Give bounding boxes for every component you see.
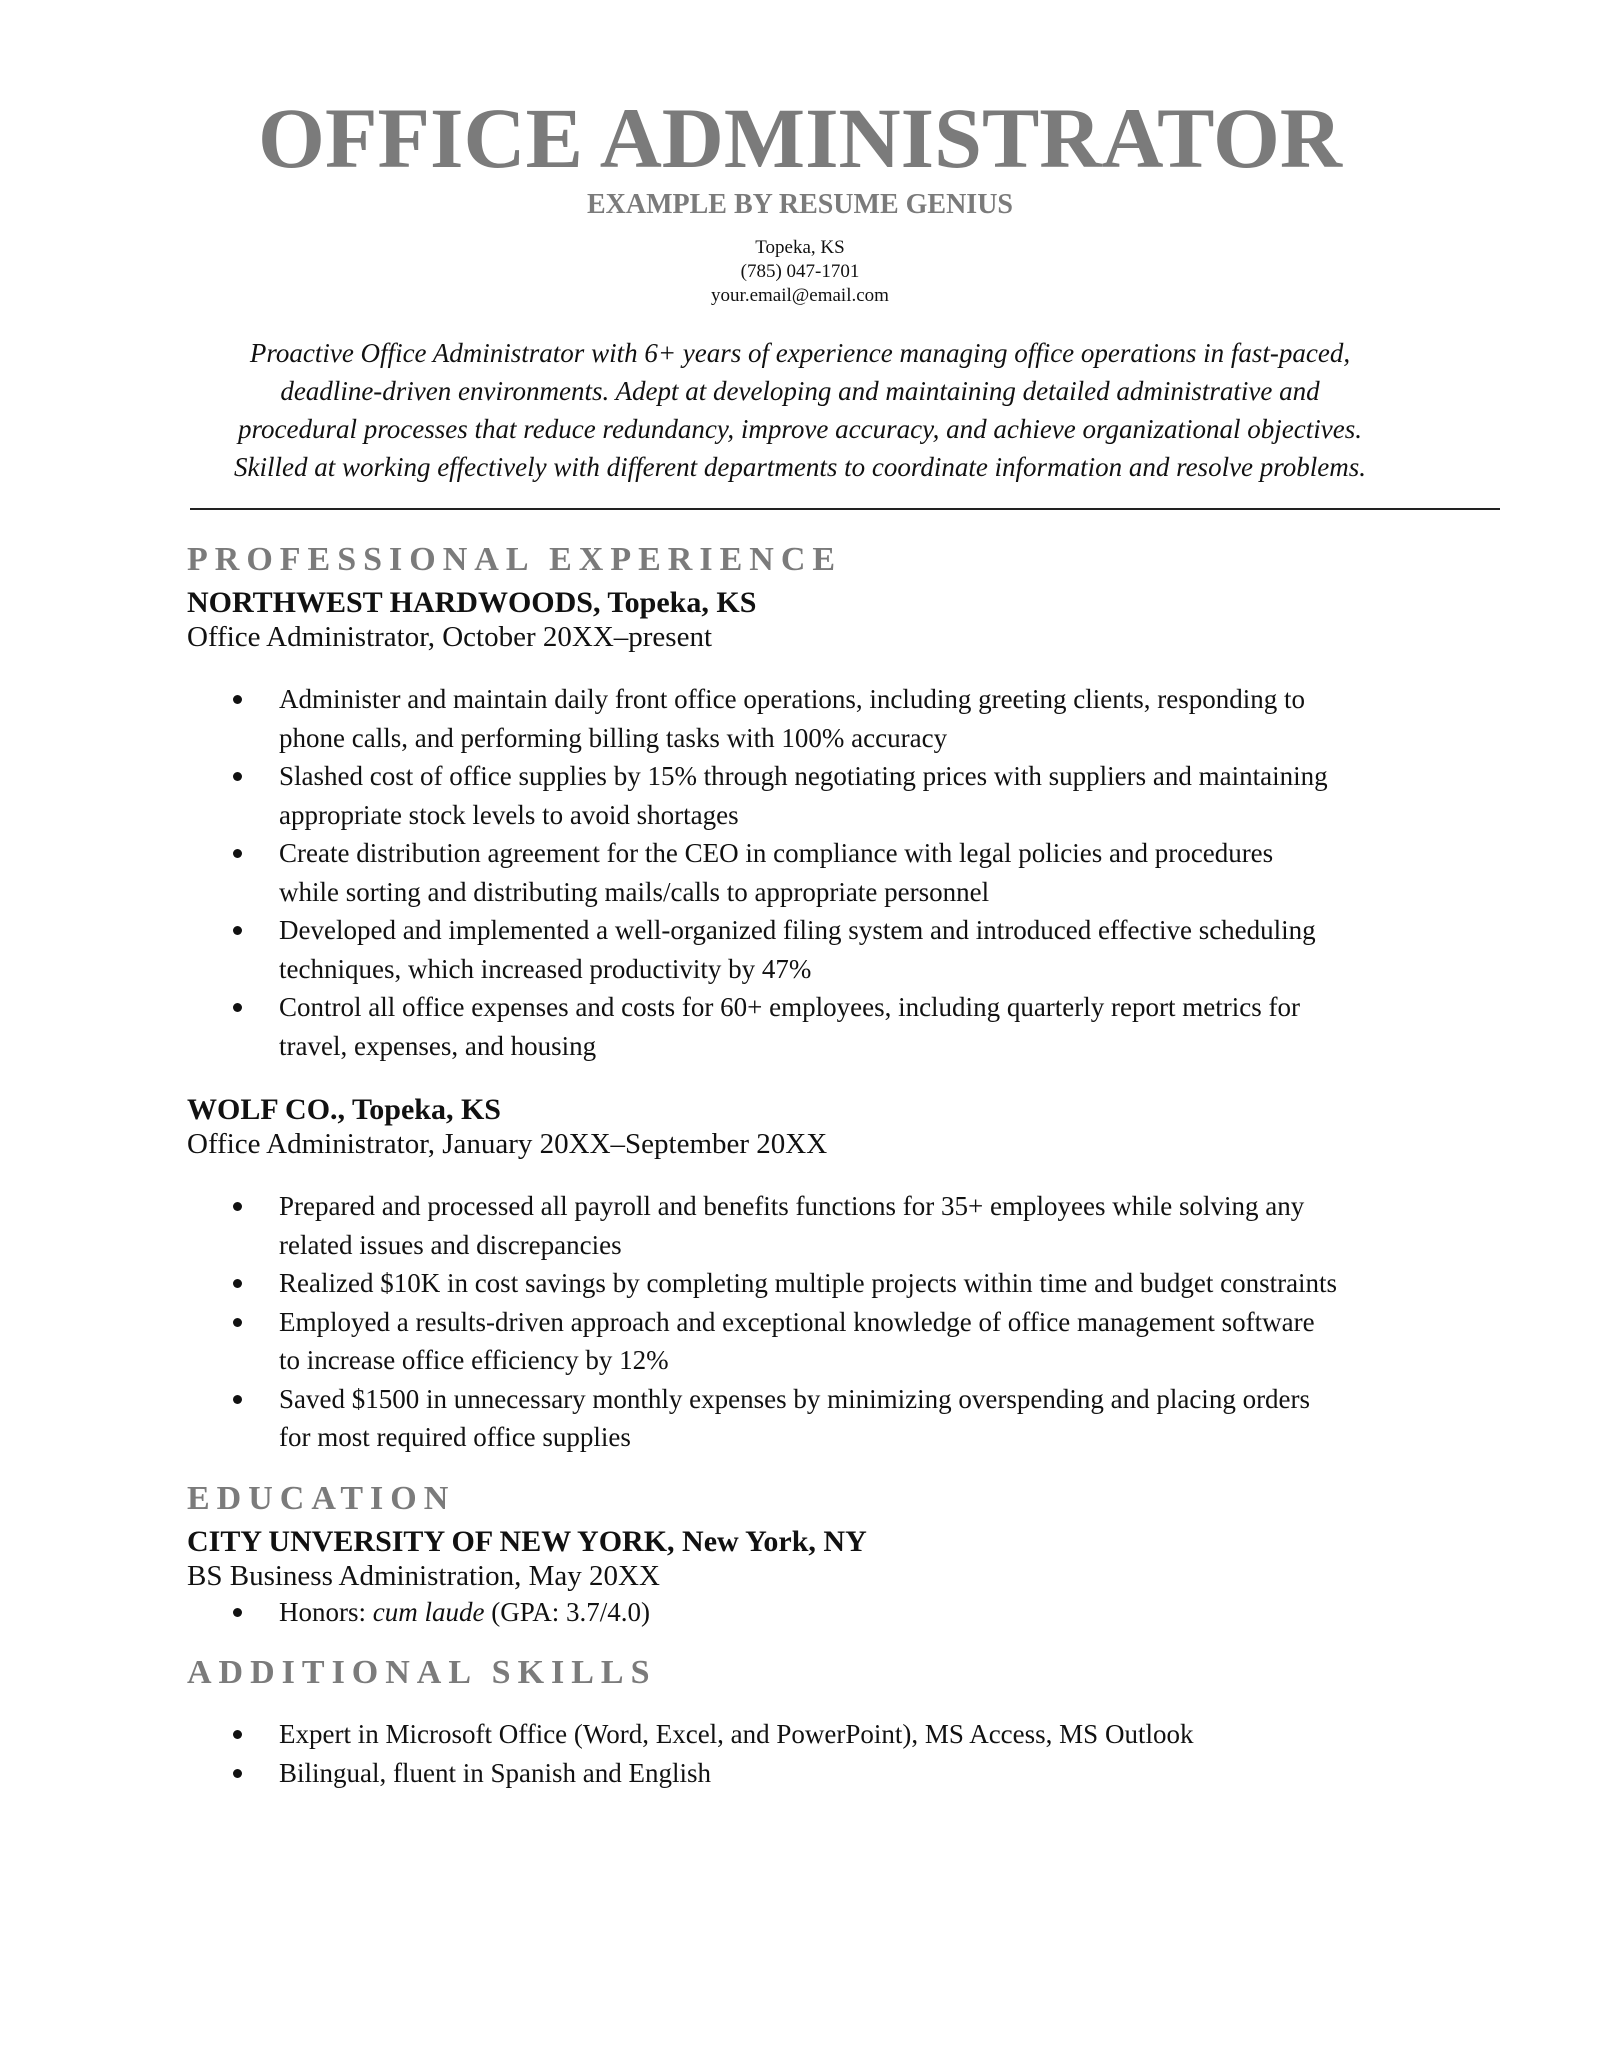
skills-bullets (187, 1715, 1487, 1792)
bullet-icon (233, 849, 242, 858)
header-divider (190, 508, 1500, 510)
summary-line: Skilled at working effectively with different departments to coordinate information and resolve problems. (233, 452, 1367, 482)
bullet-icon (233, 1318, 242, 1327)
bullet-icon (233, 1395, 242, 1404)
degree: BS Business Administration, May 20XX (187, 1559, 660, 1592)
school-name: CITY UNVERSITY OF NEW YORK, New York, NY (187, 1524, 867, 1558)
professional-summary (160, 334, 1440, 486)
list-item: Expert in Microsoft Office (Word, Excel, and PowerPoint), MS Access, MS Outlook (187, 1715, 1487, 1754)
bullet-icon (233, 1769, 242, 1778)
list-item: Realized $10K in cost savings by completing multiple projects within time and budget constraints (187, 1264, 1487, 1303)
list-item: Create distribution agreement for the CEO in compliance with legal policies and procedures while sorting and distributing mails/calls to appropriate personnel (187, 834, 1487, 911)
contact-block (0, 236, 1600, 308)
job-employer: WOLF CO., Topeka, KS (187, 1093, 501, 1126)
bullet-icon (233, 1003, 242, 1012)
list-item: Control all office expenses and costs for 60+ employees, including quarterly report metrics for travel, expenses, and housing (187, 988, 1487, 1065)
list-item: Bilingual, fluent in Spanish and English (187, 1754, 1487, 1793)
contact-phone: (785) 047-1701 (740, 261, 860, 282)
honors-gpa: (GPA: 3.7/4.0) (484, 1596, 650, 1627)
section-title-skills: ADDITIONAL SKILLS (187, 1654, 657, 1691)
list-item: Administer and maintain daily front office operations, including greeting clients, responding to phone calls, and performing billing tasks with 100% accuracy (187, 680, 1487, 757)
resume-body (187, 540, 1487, 1792)
summary-line: procedural processes that reduce redundancy, improve accuracy, and achieve organizational objectives. (238, 414, 1362, 444)
job-bullets (187, 680, 1487, 1065)
bullet-icon (233, 1730, 242, 1739)
candidate-title: OFFICE ADMINISTRATOR (258, 90, 1342, 186)
list-item: Developed and implemented a well-organized filing system and introduced effective scheduling techniques, which increased productivity by 47% (187, 911, 1487, 988)
summary-line: Proactive Office Administrator with 6+ years of experience managing office operations in fast-paced, (249, 338, 1351, 368)
bullet-icon (233, 926, 242, 935)
resume-header (0, 92, 1600, 308)
list-item (187, 1593, 1487, 1632)
summary-line: deadline-driven environments. Adept at developing and maintaining detailed administrative and (280, 376, 1320, 406)
list-item: Slashed cost of office supplies by 15% through negotiating prices with suppliers and maintaining appropriate stock levels to avoid shortages (187, 757, 1487, 834)
job-role: Office Administrator, January 20XX–September 20XX (187, 1128, 828, 1160)
bullet-icon (233, 772, 242, 781)
honors-value: cum laude (372, 1596, 485, 1627)
section-title-education: EDUCATION (187, 1479, 456, 1517)
list-item: Saved $1500 in unnecessary monthly expenses by minimizing overspending and placing orders for most required office supplies (187, 1380, 1487, 1457)
bullet-icon (233, 695, 242, 704)
bullet-icon (233, 1608, 242, 1617)
list-item: Prepared and processed all payroll and benefits functions for 35+ employees while solving any related issues and discrepancies (187, 1187, 1487, 1264)
job-employer: NORTHWEST HARDWOODS, Topeka, KS (187, 586, 757, 619)
contact-location: Topeka, KS (755, 237, 845, 258)
bullet-icon (233, 1202, 242, 1211)
education-bullets (187, 1593, 1487, 1632)
honors-label: Honors: (279, 1596, 373, 1627)
section-title-experience: PROFESSIONAL EXPERIENCE (187, 541, 843, 578)
job-bullets (187, 1187, 1487, 1457)
list-item: Employed a results-driven approach and exceptional knowledge of office management software to increase office efficiency by 12% (187, 1303, 1487, 1380)
contact-email: your.email@email.com (711, 285, 889, 306)
resume-subtitle: EXAMPLE BY RESUME GENIUS (586, 189, 1013, 220)
job-role: Office Administrator, October 20XX–present (187, 621, 713, 653)
bullet-icon (233, 1279, 242, 1288)
